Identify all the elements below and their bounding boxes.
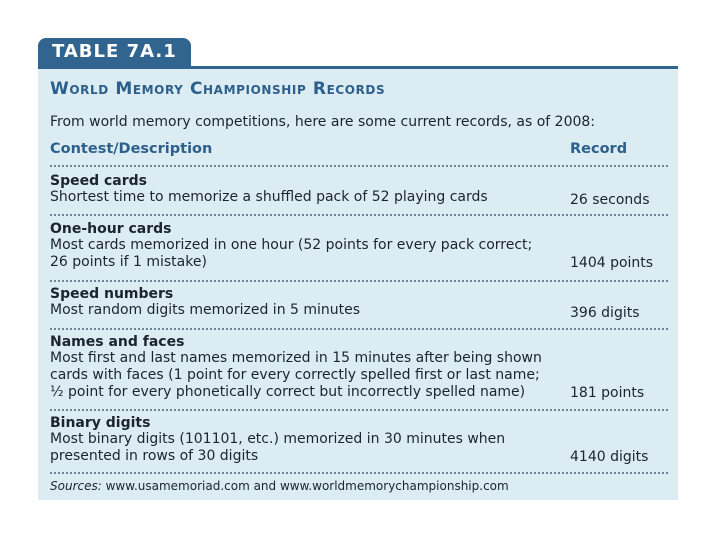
column-header-record: Record bbox=[570, 141, 628, 157]
row-divider bbox=[50, 472, 668, 474]
row-divider bbox=[50, 280, 668, 282]
contest-description-line: presented in rows of 30 digits bbox=[50, 448, 259, 464]
contest-description-line: Most first and last names memorized in 15 minutes after being shown bbox=[50, 350, 542, 366]
table-intro: From world memory competitions, here are some current records, as of 2008: bbox=[50, 114, 596, 130]
contest-description-line: 26 points if 1 mistake) bbox=[50, 254, 207, 270]
contest-description-line: Shortest time to memorize a shuffled pack of 52 playing cards bbox=[50, 189, 488, 205]
contest-name: Speed numbers bbox=[50, 286, 174, 302]
row-divider bbox=[50, 214, 668, 216]
record-value: 181 points bbox=[570, 385, 645, 401]
contest-description-line: Most binary digits (101101, etc.) memorized in 30 minutes when bbox=[50, 431, 506, 447]
table-title: World Memory Championship Records bbox=[50, 79, 386, 99]
records-table bbox=[38, 69, 678, 500]
contest-name: One-hour cards bbox=[50, 221, 172, 237]
record-value: 1404 points bbox=[570, 255, 654, 271]
header-divider bbox=[50, 165, 668, 167]
contest-name: Speed cards bbox=[50, 173, 147, 189]
record-value: 26 seconds bbox=[570, 192, 650, 208]
contest-description-line: cards with faces (1 point for every correctly spelled first or last name; bbox=[50, 367, 540, 383]
table-label: TABLE 7A.1 bbox=[38, 38, 191, 66]
record-value: 4140 digits bbox=[570, 449, 649, 465]
table-row bbox=[50, 286, 668, 322]
row-divider bbox=[50, 409, 668, 411]
table-row bbox=[50, 221, 668, 272]
sources-text: www.usamemoriad.com and www.worldmemorychampionship.com bbox=[105, 479, 509, 493]
contest-name: Names and faces bbox=[50, 334, 185, 350]
contest-name: Binary digits bbox=[50, 415, 151, 431]
sources-note bbox=[50, 479, 509, 493]
contest-description-line: Most random digits memorized in 5 minutes bbox=[50, 302, 361, 318]
contest-description-line: ½ point for every phonetically correct but incorrectly spelled name) bbox=[50, 384, 526, 400]
contest-description-line: Most cards memorized in one hour (52 points for every pack correct; bbox=[50, 237, 533, 253]
sources-label: Sources: bbox=[50, 479, 102, 493]
table-row bbox=[50, 415, 668, 466]
row-divider bbox=[50, 328, 668, 330]
table-row bbox=[50, 334, 668, 402]
record-value: 396 digits bbox=[570, 305, 640, 321]
column-header-description: Contest/Description bbox=[50, 141, 213, 157]
table-row bbox=[50, 173, 668, 209]
